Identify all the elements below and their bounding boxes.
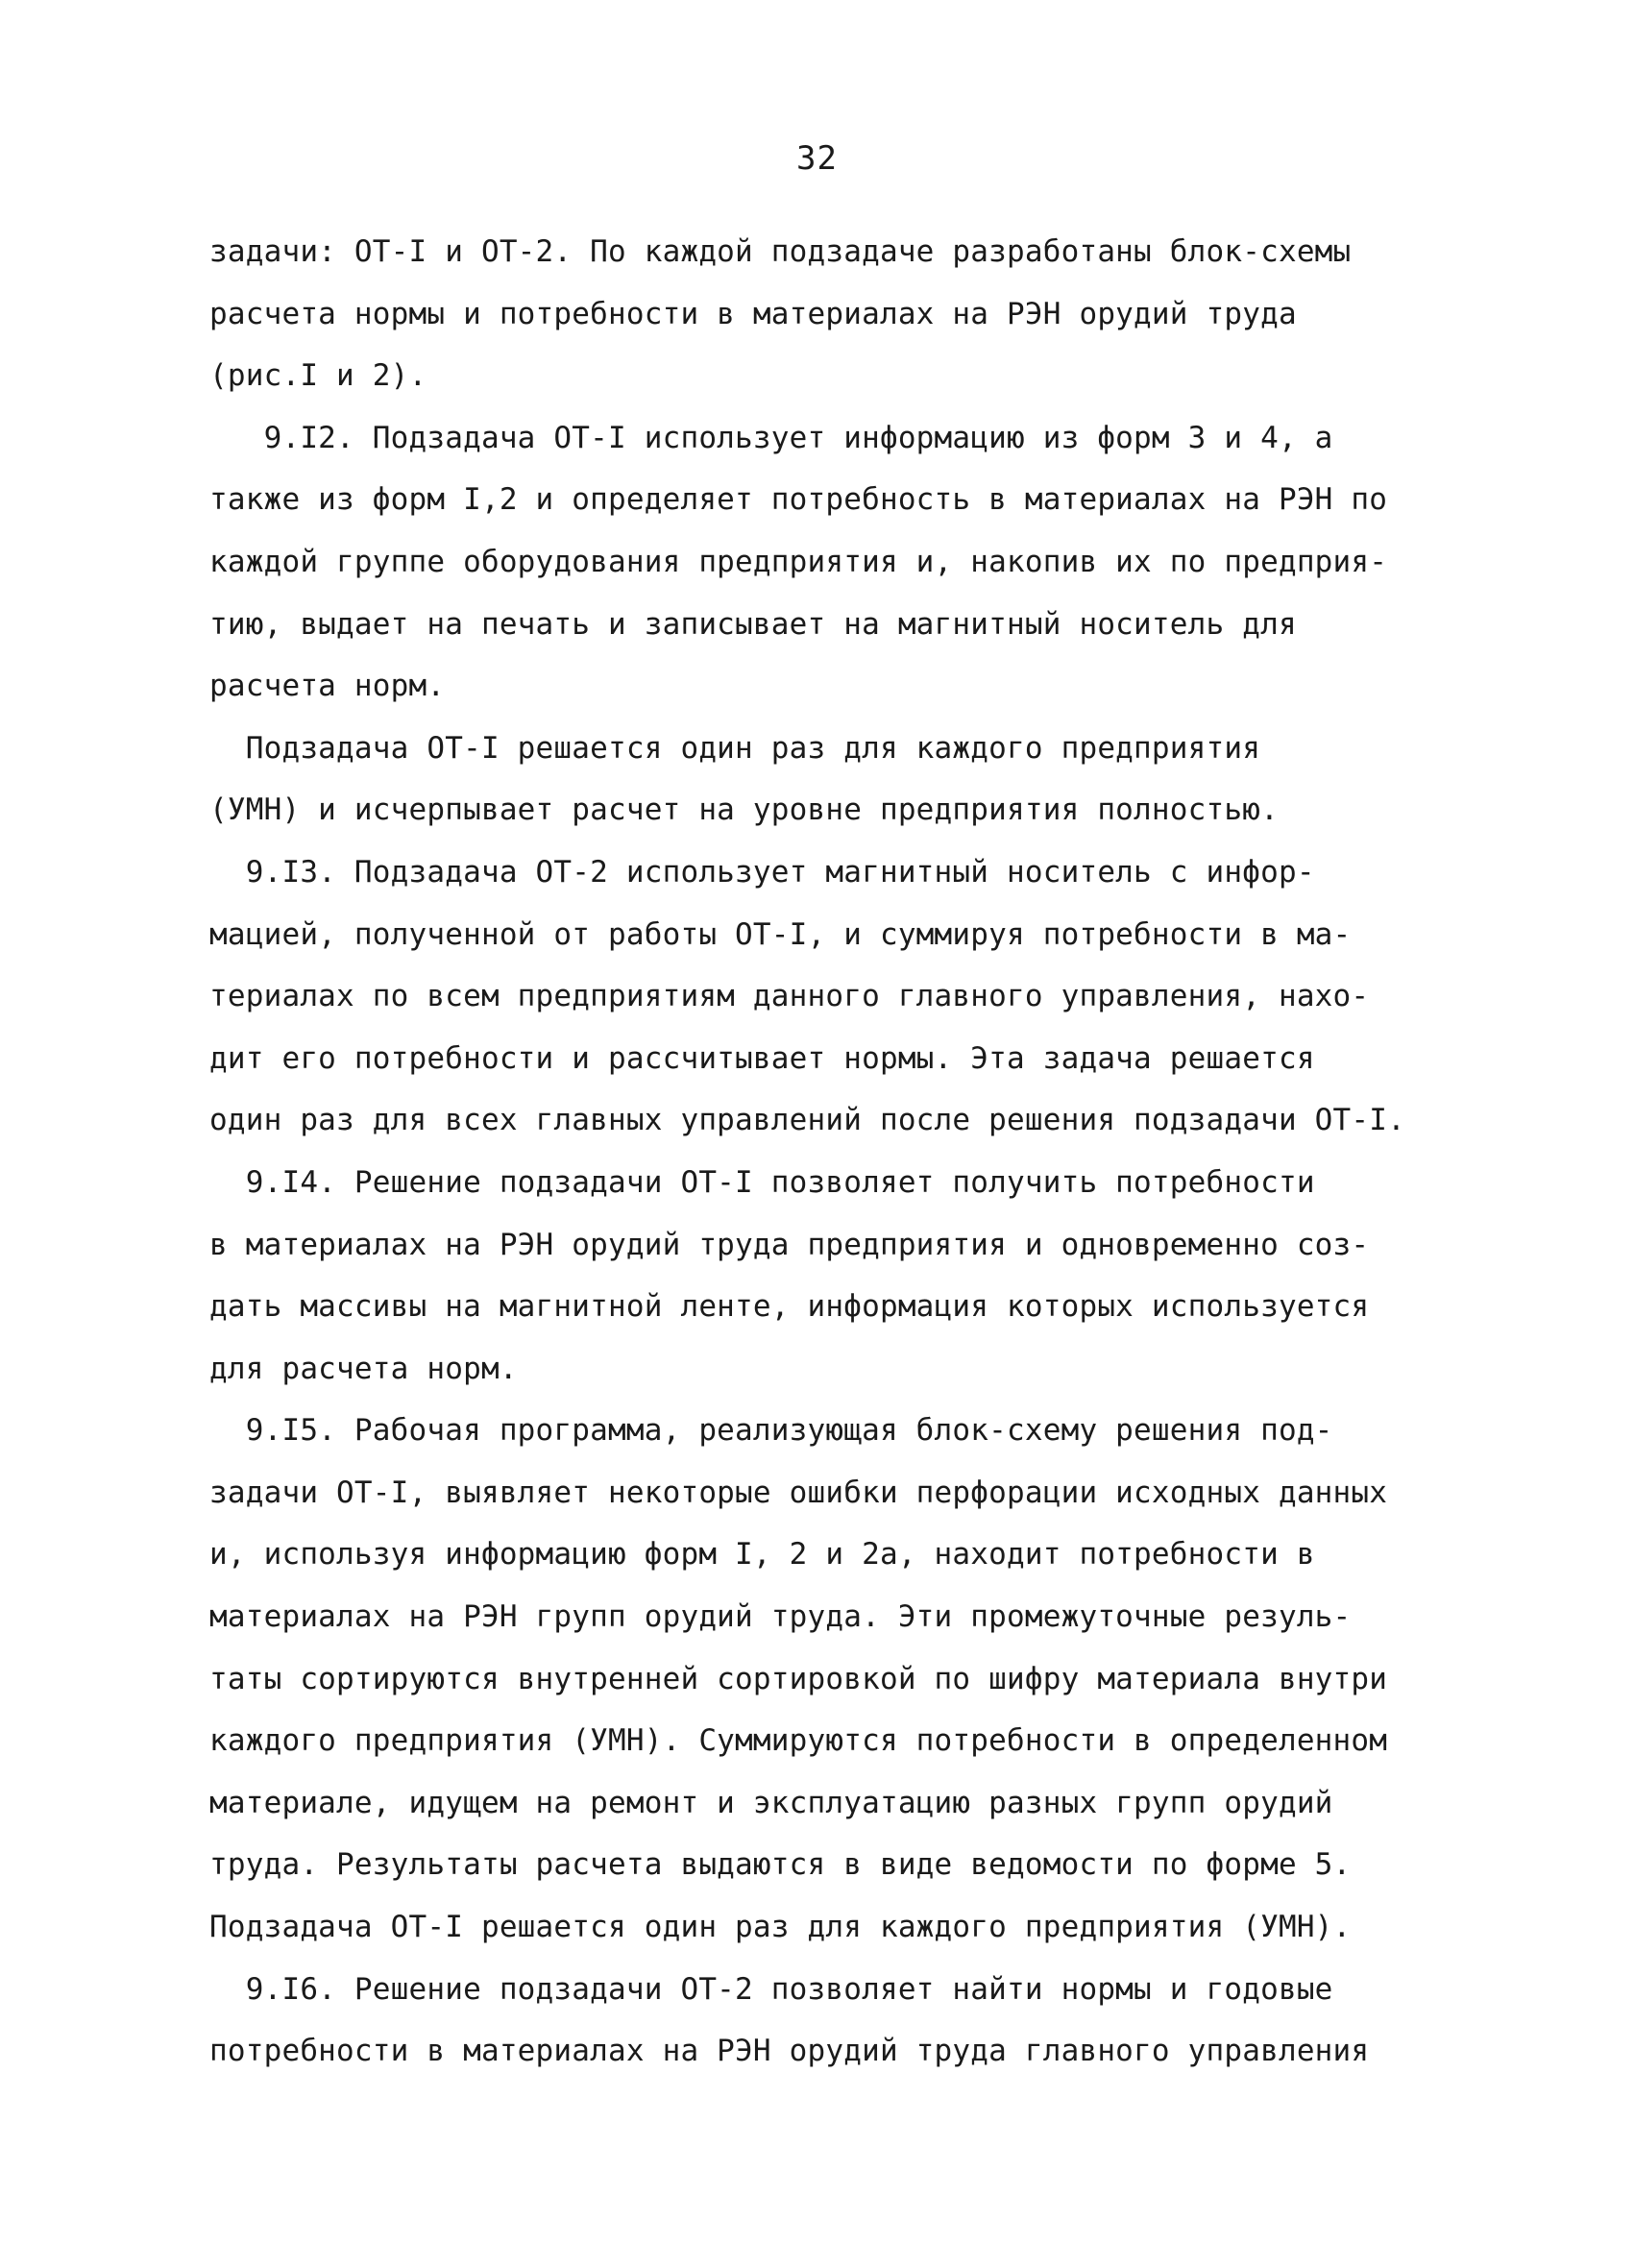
text-line: 9.I6. Решение подзадачи ОТ-2 позволяет найти нормы и годовые — [209, 1971, 1333, 2007]
text-line: 9.I4. Решение подзадачи ОТ-I позволяет получить потребности — [209, 1164, 1315, 1200]
text-line: (УМН) и исчерпывает расчет на уровне предприятия полностью. — [209, 793, 1279, 828]
text-line: в материалах на РЭН орудий труда предприятия и одновременно соз- — [209, 1227, 1370, 1262]
text-line: расчета нормы и потребности в материалах на РЭН орудий труда — [209, 296, 1297, 331]
text-line: потребности в материалах на РЭН орудий труда главного управления — [209, 2034, 1370, 2069]
text-line: 9.I5. Рабочая программа, реализующая блок-схему решения под- — [209, 1413, 1333, 1449]
text-line: 9.I2. Подзадача ОТ-I использует информацию из форм 3 и 4, а — [209, 420, 1333, 455]
text-line: задачи ОТ-I, выявляет некоторые ошибки перфорации исходных данных — [209, 1475, 1388, 1510]
text-line: также из форм I,2 и определяет потребность в материалах на РЭН по — [209, 482, 1388, 518]
text-line: Подзадача ОТ-I решается один раз для каждого предприятия (УМН). — [209, 1910, 1352, 1945]
text-line: для расчета норм. — [209, 1351, 518, 1386]
text-line: каждой группе оборудования предприятия и, накопив их по предприя- — [209, 544, 1388, 579]
text-line: дит его потребности и рассчитывает нормы. Эта задача решается — [209, 1040, 1315, 1076]
text-line: и, используя информацию форм I, 2 и 2а, находит потребности в — [209, 1537, 1315, 1573]
text-line: каждого предприятия (УМН). Суммируются потребности в определенном — [209, 1723, 1388, 1759]
text-line: один раз для всех главных управлений после решения подзадачи ОТ-I. — [209, 1103, 1405, 1138]
text-line: задачи: ОТ-I и ОТ-2. По каждой подзадаче разработаны блок-схемы — [209, 234, 1352, 269]
text-line: труда. Результаты расчета выдаются в виде ведомости по форме 5. — [209, 1847, 1352, 1883]
text-line: (рис.I и 2). — [209, 358, 427, 394]
page-body — [209, 221, 1458, 2083]
text-line: 9.I3. Подзадача ОТ-2 использует магнитный носитель с инфор- — [209, 854, 1315, 890]
text-line: Подзадача ОТ-I решается один раз для каждого предприятия — [209, 730, 1261, 766]
text-line: тию, выдает на печать и записывает на магнитный носитель для — [209, 606, 1297, 642]
text-line: расчета норм. — [209, 669, 446, 704]
text-line: материалах на РЭН групп орудий труда. Эти промежуточные резуль- — [209, 1599, 1352, 1635]
text-line: мацией, полученной от работы ОТ-I, и суммируя потребности в ма- — [209, 916, 1352, 952]
text-line: дать массивы на магнитной ленте, информация которых используется — [209, 1289, 1370, 1325]
text-line: таты сортируются внутренней сортировкой по шифру материала внутри — [209, 1661, 1388, 1696]
text-line: териалах по всем предприятиям данного главного управления, нахо- — [209, 979, 1370, 1014]
page-number: 32 — [796, 139, 838, 178]
text-line: материале, идущем на ремонт и эксплуатацию разных групп орудий — [209, 1785, 1333, 1820]
